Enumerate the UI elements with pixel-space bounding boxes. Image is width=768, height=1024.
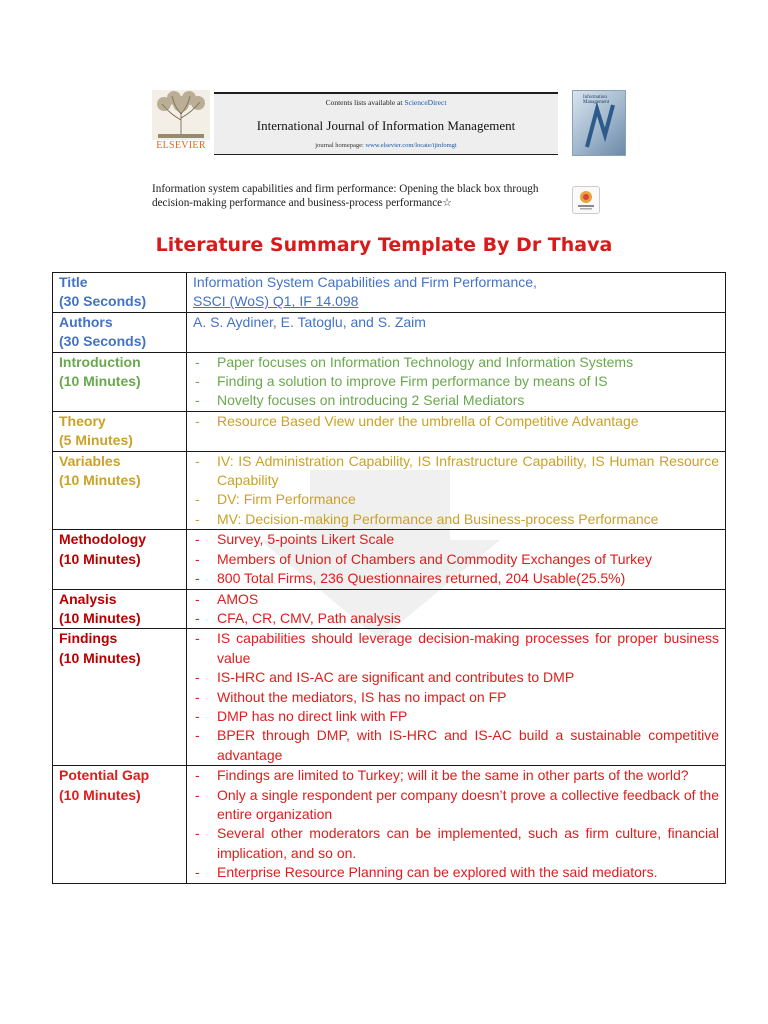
row-theory [53,411,726,451]
row-time: (10 Minutes) [59,373,141,390]
journal-header [152,88,626,156]
row-time: (10 Minutes) [59,550,141,567]
label-cell [53,530,187,589]
bullet-list [193,530,719,588]
content-cell [187,589,726,629]
bullet-list [193,412,719,431]
content-cell [187,629,726,766]
bullet-list [193,590,719,629]
list-item: - Paper focuses on Information Technology and Information Systems [193,353,719,372]
homepage-prefix: journal homepage: [315,142,364,149]
list-item: - CFA, CR, CMV, Path analysis [193,609,719,628]
elsevier-wordmark: ELSEVIER [156,140,206,151]
content-cell [187,352,726,411]
row-time: (10 Minutes) [59,609,141,626]
list-item: - BPER through DMP, with IS-HRC and IS-AC build a sustainable competitive advantage [193,726,719,765]
content-cell [187,451,726,530]
row-authors [53,312,726,352]
list-item: - IV: IS Administration Capability, IS Infrastructure Capability, IS Human Resource Capability [193,452,719,491]
row-label: Introduction [59,353,141,370]
row-title [53,273,726,313]
row-label: Title [59,274,88,290]
list-item: - 800 Total Firms, 236 Questionnaires returned, 204 Usable(25.5%) [193,569,719,588]
row-methodology [53,530,726,589]
content-cell [187,530,726,589]
row-label: Theory [59,412,106,429]
row-time: (30 Seconds) [59,333,147,350]
list-item: - Survey, 5-points Likert Scale [193,530,719,549]
list-item: - DV: Firm Performance [193,490,719,509]
content-cell [187,312,726,352]
check-for-updates-icon[interactable] [572,186,600,214]
literature-summary-table [52,272,726,884]
authors-text: A. S. Aydiner, E. Tatoglu, and S. Zaim [193,313,426,330]
list-item: - Without the mediators, IS has no impact on FP [193,688,719,707]
content-cell [187,411,726,451]
row-variables [53,451,726,530]
list-item: - Enterprise Resource Planning can be explored with the said mediators. [193,863,719,882]
bullet-list [193,629,719,765]
content-cell [187,273,726,313]
sciencedirect-link[interactable]: ScienceDirect [404,98,447,107]
bullet-list [193,766,719,882]
homepage-link[interactable]: www.elsevier.com/locate/ijinfomgt [365,142,457,149]
row-label: Potential Gap [59,767,150,784]
label-cell [53,411,187,451]
bullet-list [193,452,719,530]
cover-graphic [573,91,625,155]
journal-title-box [214,92,558,155]
label-cell [53,312,187,352]
page-title: Literature Summary Template By Dr Thava [155,234,613,256]
list-item: - Resource Based View under the umbrella of Competitive Advantage [193,412,719,431]
contents-line [214,98,558,107]
list-item: - IS capabilities should leverage decision-making processes for proper business value [193,629,719,668]
list-item: - Findings are limited to Turkey; will it be the same in other parts of the world? [193,766,719,785]
row-time: (10 Minutes) [59,786,141,803]
row-introduction [53,352,726,411]
row-time: (30 Seconds) [59,293,147,310]
row-time: (10 Minutes) [59,472,141,489]
row-label: Variables [59,452,121,469]
label-cell [53,589,187,629]
list-item: - Several other moderators can be implemented, such as firm culture, financial implication, and so on. [193,824,719,863]
label-cell [53,766,187,883]
list-item: - Only a single respondent per company doesn’t prove a collective feedback of the entire organization [193,786,719,825]
list-item: - Novelty focuses on introducing 2 Serial Mediators [193,391,719,410]
cover-title: Information Management [583,95,610,105]
homepage-line [214,142,558,149]
contents-prefix: Contents lists available at [325,98,403,107]
journal-cover-image [572,90,626,156]
list-item: - AMOS [193,590,719,609]
row-potential-gap [53,766,726,883]
list-item: - Finding a solution to improve Firm performance by means of IS [193,372,719,391]
ranking-text: SSCI (WoS) Q1, IF 14.098 [193,293,359,310]
row-time: (10 Minutes) [59,649,141,666]
title-text: Information System Capabilities and Firm Performance, [193,274,537,290]
journal-name: International Journal of Information Management [256,118,516,133]
bullet-list [193,353,719,411]
list-item: - IS-HRC and IS-AC are significant and contributes to DMP [193,668,719,687]
row-label: Methodology [59,531,147,548]
label-cell [53,352,187,411]
row-label: Authors [59,313,113,330]
paper-title: Information system capabilities and firm performance: Opening the black box through decision-making performance and business-process performance☆ [152,183,539,209]
label-cell [53,273,187,313]
list-item: - MV: Decision-making Performance and Business-process Performance [193,510,719,529]
content-cell [187,766,726,883]
row-label: Findings [59,630,118,647]
row-time: (5 Minutes) [59,432,133,449]
list-item: - Members of Union of Chambers and Commodity Exchanges of Turkey [193,550,719,569]
row-findings [53,629,726,766]
label-cell [53,629,187,766]
list-item: - DMP has no direct link with FP [193,707,719,726]
label-cell [53,451,187,530]
row-analysis [53,589,726,629]
row-label: Analysis [59,590,117,607]
